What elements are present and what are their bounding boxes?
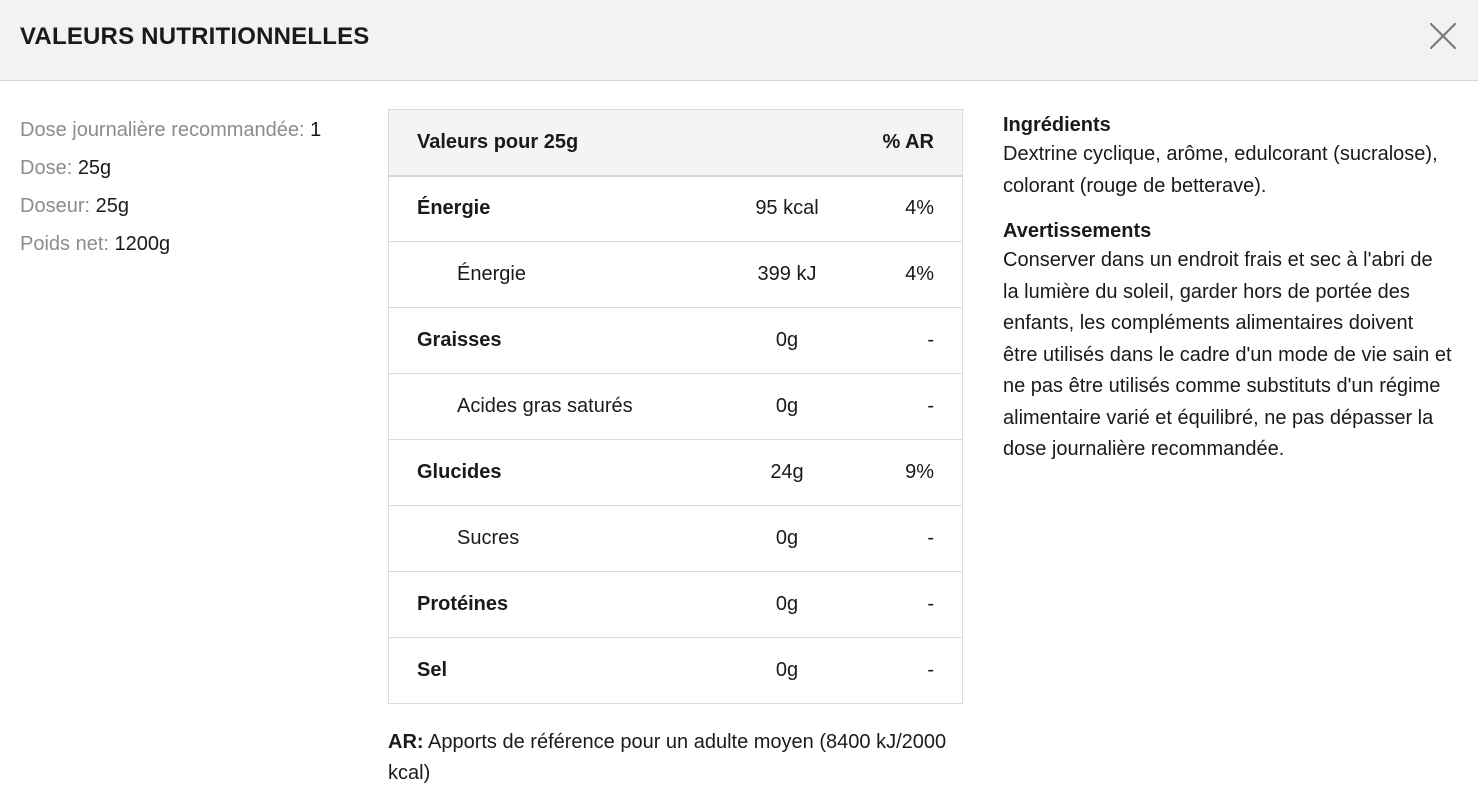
spec-value: 25g bbox=[95, 195, 129, 217]
modal-header bbox=[0, 0, 1478, 81]
modal-title: VALEURS NUTRITIONNELLES bbox=[20, 23, 370, 50]
nutrient-name: Sel bbox=[417, 659, 448, 681]
nutrient-amount: 0g bbox=[775, 395, 799, 417]
spec-label: Doseur: bbox=[20, 195, 91, 217]
ingredients-text: Dextrine cyclique, arôme, edulcorant (sucralose), colorant (rouge de betterave). bbox=[1003, 143, 1438, 197]
spec-net-weight bbox=[20, 225, 360, 263]
nutrient-ar: - bbox=[927, 659, 934, 681]
product-info bbox=[1003, 111, 1453, 466]
table-row bbox=[389, 176, 963, 242]
spec-label: Dose: bbox=[20, 157, 73, 179]
table-row bbox=[389, 506, 963, 572]
nutrient-amount: 0g bbox=[775, 659, 799, 681]
nutrient-name: Glucides bbox=[417, 461, 502, 483]
ingredients-title: Ingrédients bbox=[1003, 114, 1111, 136]
nutrient-name: Sucres bbox=[457, 527, 520, 549]
spec-dose bbox=[20, 149, 360, 187]
table-row bbox=[389, 374, 963, 440]
spec-daily-dose bbox=[20, 111, 360, 149]
spec-value: 1 bbox=[310, 119, 322, 141]
close-icon bbox=[1424, 17, 1462, 55]
nutrient-name: Énergie bbox=[417, 197, 491, 220]
nutrient-ar: 9% bbox=[905, 461, 934, 483]
table-row bbox=[389, 572, 963, 638]
nutrient-ar: - bbox=[927, 395, 934, 417]
nutrient-ar: - bbox=[927, 527, 934, 549]
spec-value: 1200g bbox=[114, 233, 171, 255]
header-values-label: Valeurs pour 25g bbox=[389, 110, 858, 176]
warnings-text: Conserver dans un endroit frais et sec à l'abri de la lumière du soleil, garder hors de portée des enfants, les compléments alimentaires doivent être utilisés dans le cadre d'un mode de vie sain et ne pas être utilisés comme substituts d'un régime alimentaire varié et équilibré, ne pas dépasser la dose journalière recommandée. bbox=[1003, 249, 1452, 460]
ar-footnote bbox=[388, 727, 948, 789]
table-header-row bbox=[389, 110, 963, 176]
spec-label: Dose journalière recommandée: bbox=[20, 119, 305, 141]
table-row bbox=[389, 440, 963, 506]
nutrition-table bbox=[388, 109, 963, 704]
warnings-title: Avertissements bbox=[1003, 220, 1152, 242]
nutrient-amount: 0g bbox=[775, 593, 799, 615]
header-ar-label: % AR bbox=[857, 110, 963, 176]
close-button[interactable] bbox=[1424, 17, 1462, 55]
product-specs bbox=[20, 111, 360, 263]
nutrient-name: Graisses bbox=[417, 329, 502, 351]
nutrient-amount: 0g bbox=[775, 329, 799, 351]
nutrient-ar: 4% bbox=[905, 263, 934, 285]
spec-label: Poids net: bbox=[20, 233, 109, 255]
nutrient-name: Protéines bbox=[417, 593, 509, 615]
spec-scoop bbox=[20, 187, 360, 225]
nutrient-ar: 4% bbox=[905, 197, 934, 220]
ar-footnote-label: AR: bbox=[388, 731, 424, 753]
nutrient-ar: - bbox=[927, 593, 934, 615]
ingredients-block bbox=[1003, 111, 1453, 202]
nutrient-amount: 399 kJ bbox=[757, 263, 817, 285]
nutrient-amount: 0g bbox=[775, 527, 799, 549]
nutrient-name: Énergie bbox=[457, 263, 526, 285]
ar-footnote-text: Apports de référence pour un adulte moyen (8400 kJ/2000 kcal) bbox=[388, 731, 947, 784]
spec-value: 25g bbox=[77, 157, 112, 179]
nutrient-amount: 24g bbox=[770, 461, 804, 483]
table-row bbox=[389, 242, 963, 308]
warnings-block bbox=[1003, 217, 1453, 466]
nutrient-amount: 95 kcal bbox=[755, 197, 819, 220]
table-row bbox=[389, 638, 963, 704]
nutrient-name: Acides gras saturés bbox=[457, 395, 633, 417]
nutrient-ar: - bbox=[927, 329, 934, 351]
table-row bbox=[389, 308, 963, 374]
